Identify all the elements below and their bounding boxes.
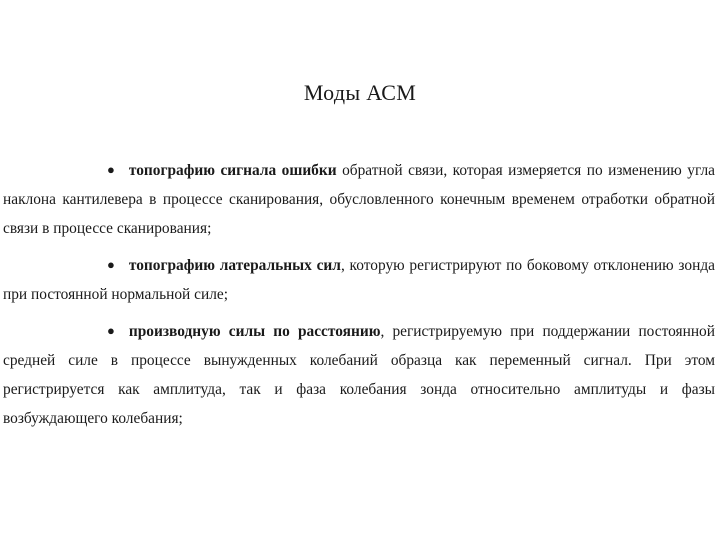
- list-item-bold-term: производную силы по расстоянию: [128, 323, 381, 340]
- list-item-bold-term: топографию латеральных сил: [128, 257, 341, 274]
- bullet-icon: ●: [107, 323, 115, 338]
- list-item-text: , которую регистрируют по боковому отклонению зонда при постоянной нормальной силе;: [3, 257, 715, 303]
- slide-title: [0, 80, 720, 106]
- list-item-text: , регистрируемую при поддержании постоянной средней силе в процессе вынужденных колебаний образца как переменный сигнал. При этом регистрируется как амплитуда, так и фаза колебания зонда относительно амплитуды и фазы возбуждающего колебания;: [3, 323, 715, 427]
- list-item: [3, 156, 715, 243]
- bullet-list: [3, 156, 715, 433]
- list-item-bold-term: топографию сигнала ошибки: [128, 162, 337, 179]
- list-item-text: обратной связи, которая измеряется по изменению угла наклона кантилевера в процессе сканирования, обусловленного конечным временем отработки обратной связи в процессе сканирования;: [3, 162, 715, 237]
- bullet-icon: ●: [107, 257, 115, 272]
- bullet-icon: ●: [107, 162, 115, 177]
- list-item: [3, 317, 715, 433]
- list-item: [3, 251, 715, 309]
- slide-title-text: Моды АСМ: [303, 80, 417, 105]
